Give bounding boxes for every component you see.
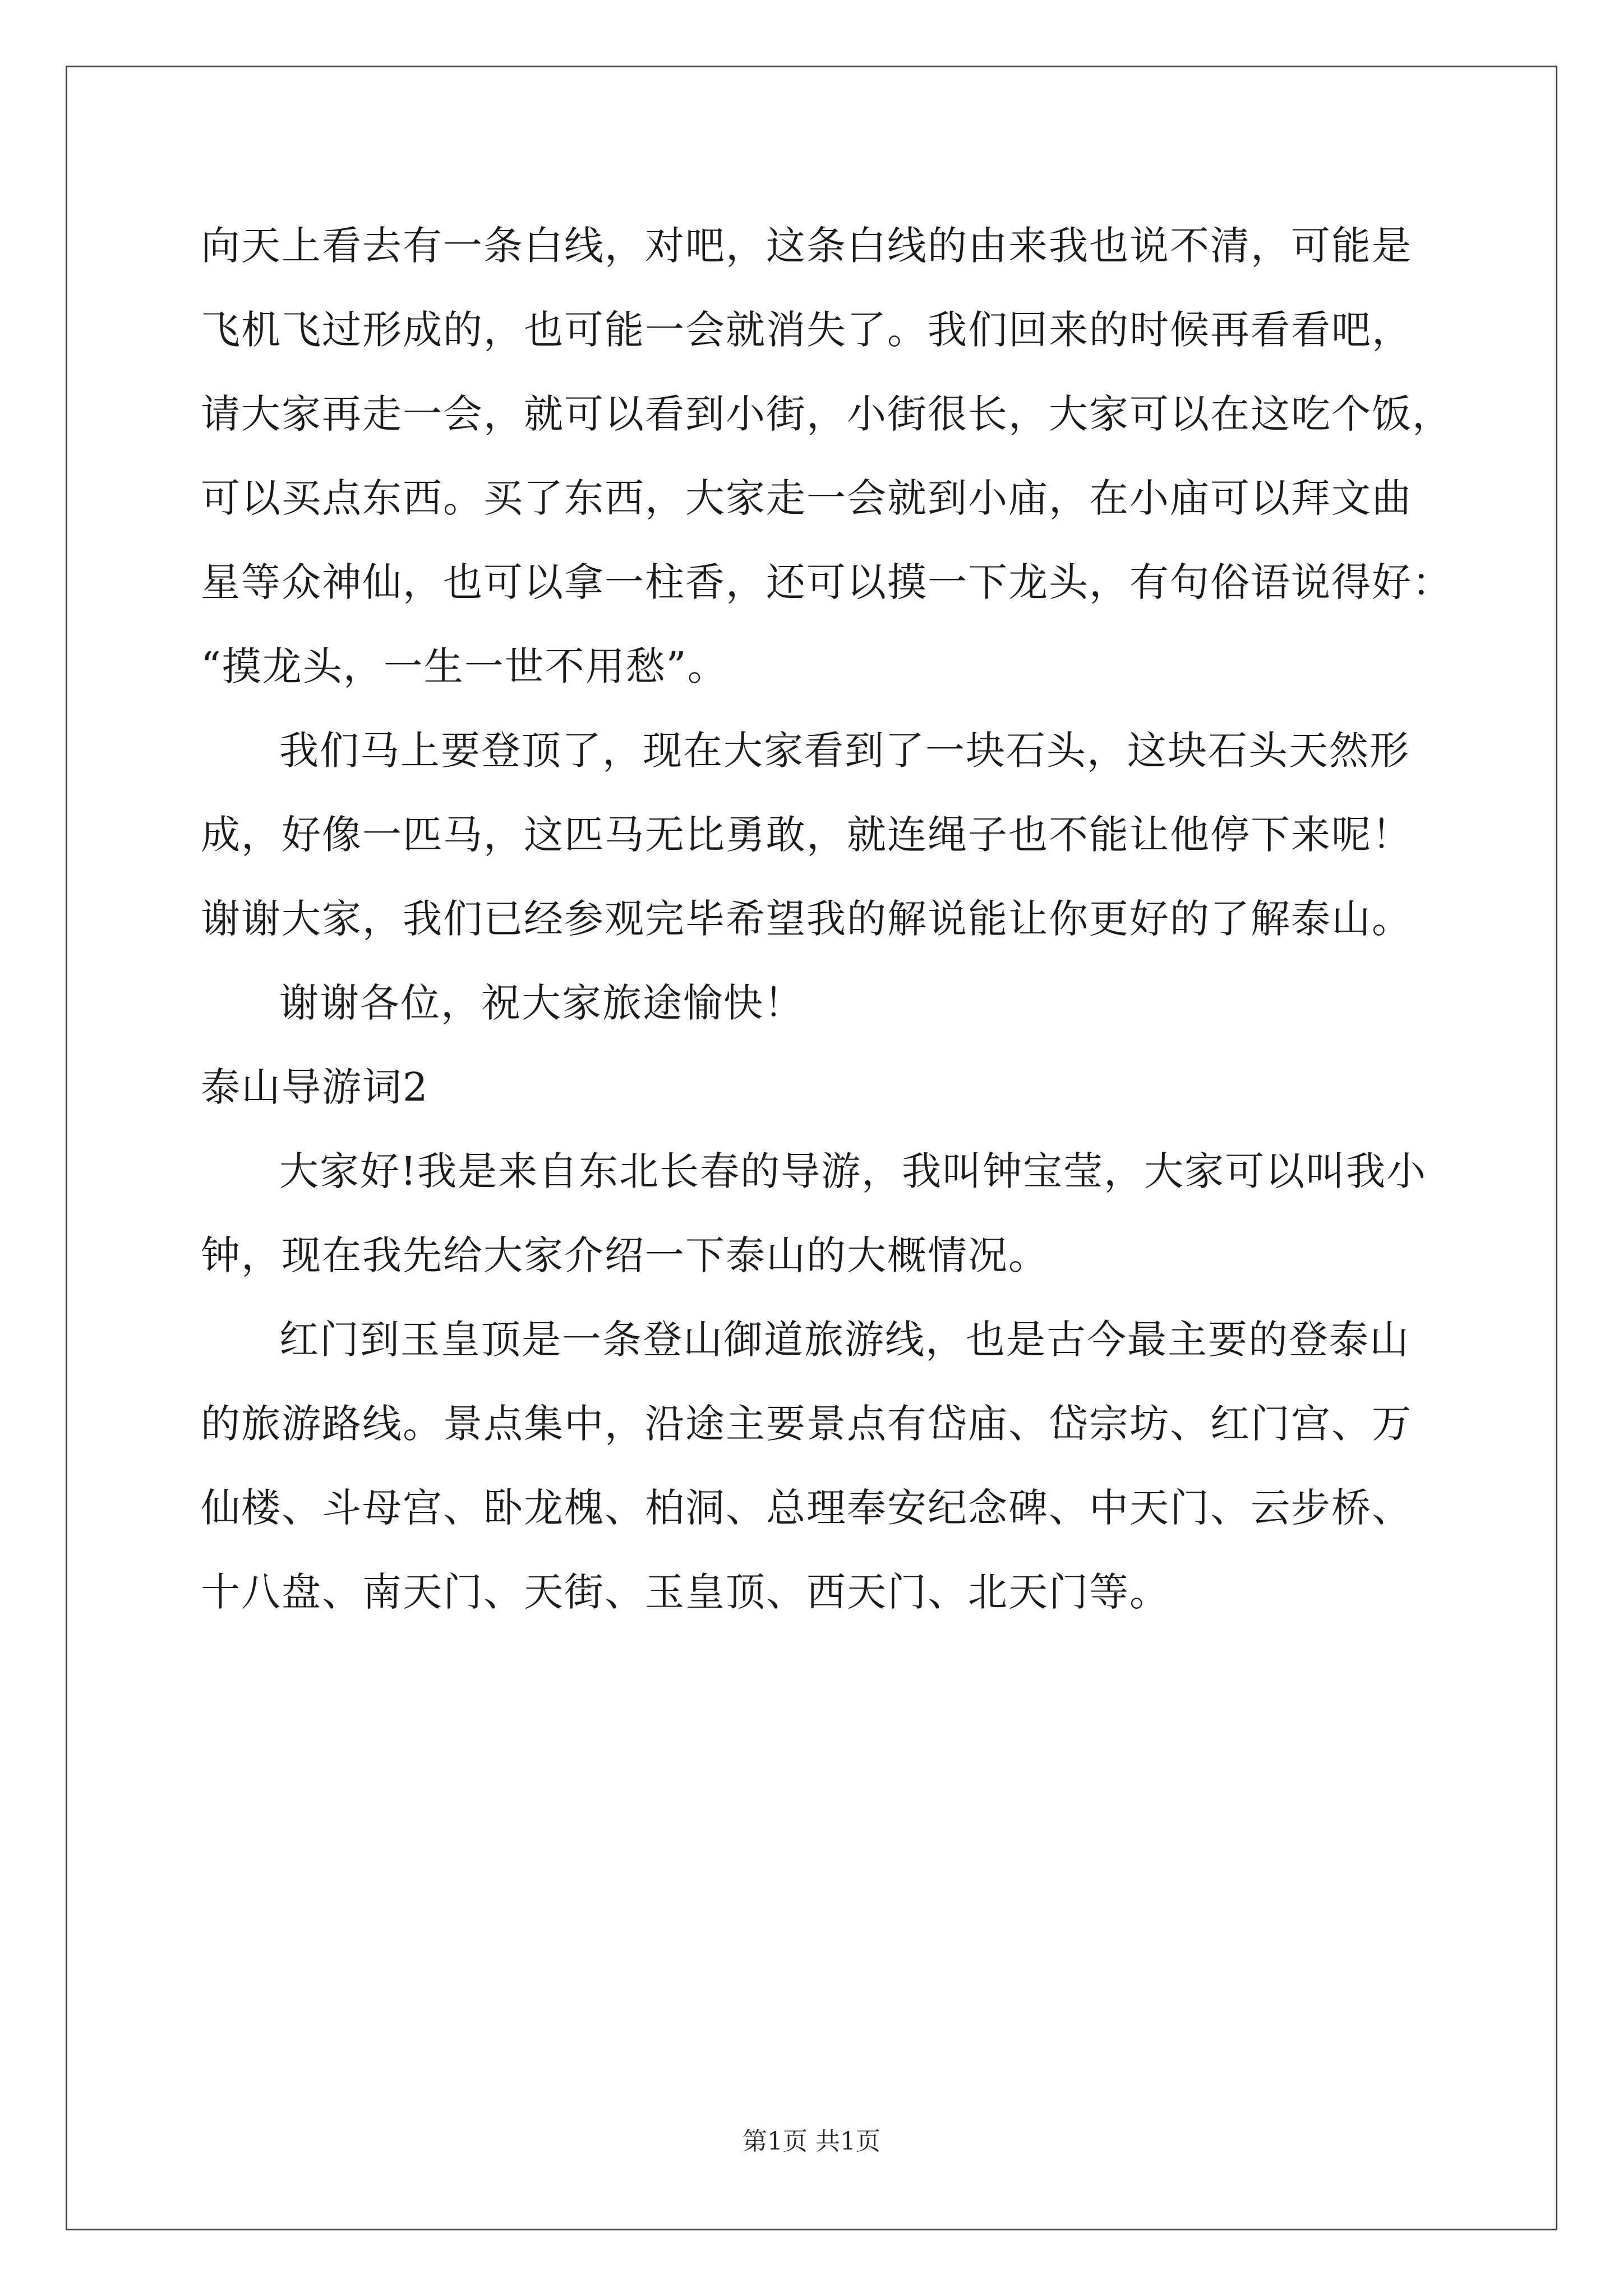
text-line: 成，好像一匹马，这匹马无比勇敢，就连绳子也不能让他停下来呢！ bbox=[201, 812, 1412, 858]
text-line: 谢谢各位，祝大家旅途愉快！ bbox=[279, 980, 804, 1026]
text-line: 可以买点东西。买了东西，大家走一会就到小庙，在小庙可以拜文曲 bbox=[201, 475, 1412, 521]
page-footer: 第1页 共1页 bbox=[743, 2127, 880, 2156]
text-line: 飞机飞过形成的，也可能一会就消失了。我们回来的时候再看看吧， bbox=[201, 307, 1412, 353]
text-line: 我们马上要登顶了，现在大家看到了一块石头，这块石头天然形 bbox=[279, 728, 1410, 774]
text-line: “摸龙头，一生一世不用愁”。 bbox=[201, 643, 728, 689]
text-line: 仙楼、斗母宫、卧龙槐、柏洞、总理奉安纪念碑、中天门、云步桥、 bbox=[201, 1485, 1412, 1531]
text-line: 十八盘、南天门、天街、玉皇顶、西天门、北天门等。 bbox=[201, 1569, 1170, 1615]
text-line: 的旅游路线。景点集中，沿途主要景点有岱庙、岱宗坊、红门宫、万 bbox=[201, 1401, 1412, 1447]
text-line: 钟，现在我先给大家介绍一下泰山的大概情况。 bbox=[201, 1232, 1049, 1278]
text-line: 星等众神仙，也可以拿一柱香，还可以摸一下龙头，有句俗语说得好： bbox=[201, 559, 1453, 605]
text-line: 谢谢大家，我们已经参观完毕希望我的解说能让你更好的了解泰山。 bbox=[201, 896, 1412, 942]
text-line: 请大家再走一会，就可以看到小街，小街很长，大家可以在这吃个饭， bbox=[201, 391, 1453, 437]
text-line: 大家好!我是来自东北长春的导游，我叫钟宝莹，大家可以叫我小 bbox=[279, 1148, 1427, 1194]
text-line: 红门到玉皇顶是一条登山御道旅游线，也是古今最主要的登泰山 bbox=[279, 1317, 1410, 1363]
text-line: 向天上看去有一条白线，对吧，这条白线的由来我也说不清，可能是 bbox=[201, 223, 1412, 269]
section-heading: 泰山导游词2 bbox=[201, 1064, 429, 1110]
